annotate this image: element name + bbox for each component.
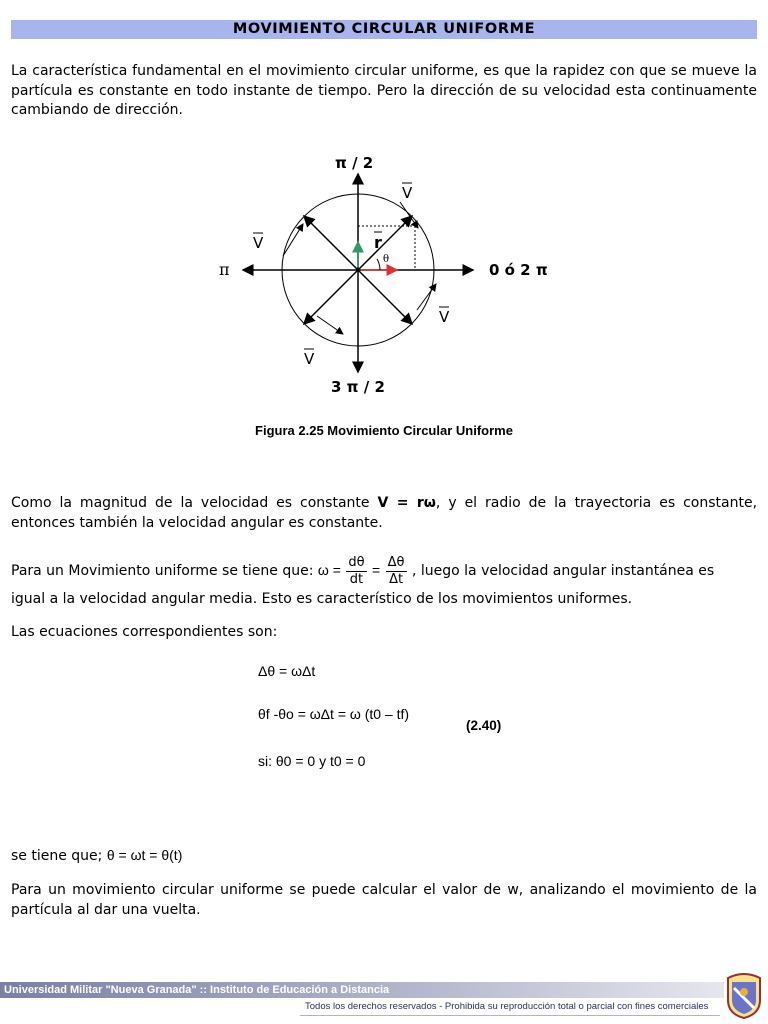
velocity-nw <box>283 224 303 256</box>
figure-caption: Figura 2.25 Movimiento Circular Uniforme <box>255 423 513 438</box>
radius-se <box>358 270 412 324</box>
label-zero-two-pi: 0 ó 2 π <box>489 261 548 279</box>
radius-nw <box>304 216 358 270</box>
equation-3: si: θ0 = 0 y t0 = 0 <box>258 753 366 769</box>
label-v-se: V <box>439 308 450 326</box>
page-title: MOVIMIENTO CIRCULAR UNIFORME <box>11 20 757 39</box>
label-pi-half: π / 2 <box>335 154 374 172</box>
label-v-nw: V <box>253 234 264 252</box>
circular-motion-diagram <box>205 150 565 400</box>
equation-2: θf -θo = ωΔt = ω (t0 – tf) <box>258 706 410 722</box>
velocity-paragraph: Como la magnitud de la velocidad es constante V = rω, y el radio de la trayectoria es constante, entonces también la velocidad angular es constante. <box>11 495 758 531</box>
equations-intro: Las ecuaciones correspondientes son: <box>11 624 278 640</box>
velocity-sw <box>317 316 343 334</box>
label-v-sw: V <box>304 350 315 368</box>
uniform-motion-paragraph-cont: igual a la velocidad angular media. Esto es característico de los movimientos uniformes. <box>11 591 633 607</box>
university-seal-icon <box>724 970 764 1020</box>
label-v-ne: V <box>402 184 413 202</box>
uniform-motion-paragraph: Para un Movimiento uniforme se tiene que: ω = $\frac{d\theta}{dt}$ = $\frac{\Delta\theta}{\Delta t}$ , luego la velocidad angular instantánea es <box>11 554 715 587</box>
fraction-deltatheta-deltat: $\frac{\Delta\theta}{\Delta t}$ <box>387 554 405 587</box>
velocity-ne <box>400 202 418 228</box>
footer-institution: Universidad Militar "Nueva Granada" :: Instituto de Educación a Distancia <box>0 982 724 998</box>
label-pi: π <box>219 260 230 279</box>
fraction-dtheta-dt: $\frac{d\theta}{dt}$ <box>348 554 365 587</box>
footer-rights: Todos los derechos reservados - Prohibida su reproducción total o parcial con fines comerciales <box>305 1001 709 1012</box>
result-paragraph: se tiene que; θ = ωt = θ(t) <box>11 847 183 864</box>
velocity-se <box>417 284 436 310</box>
label-r: r <box>374 233 382 252</box>
intro-paragraph: La característica fundamental en el movimiento circular uniforme, es que la rapidez con que se mueve la partícula es constante en todo instante de tiempo. Pero la dirección de su velocidad esta continuamente cambiando de dirección. <box>11 63 757 118</box>
radius-sw <box>304 270 358 324</box>
label-three-pi-half: 3 π / 2 <box>331 378 385 396</box>
equation-1: Δθ = ωΔt <box>258 663 316 679</box>
page-footer <box>0 982 768 1024</box>
equation-number: (2.40) <box>466 718 502 733</box>
label-theta: θ <box>383 254 390 265</box>
closing-paragraph: Para un movimiento circular uniforme se puede calcular el valor de w, analizando el movimiento de la partícula al dar una vuelta. <box>11 882 757 918</box>
